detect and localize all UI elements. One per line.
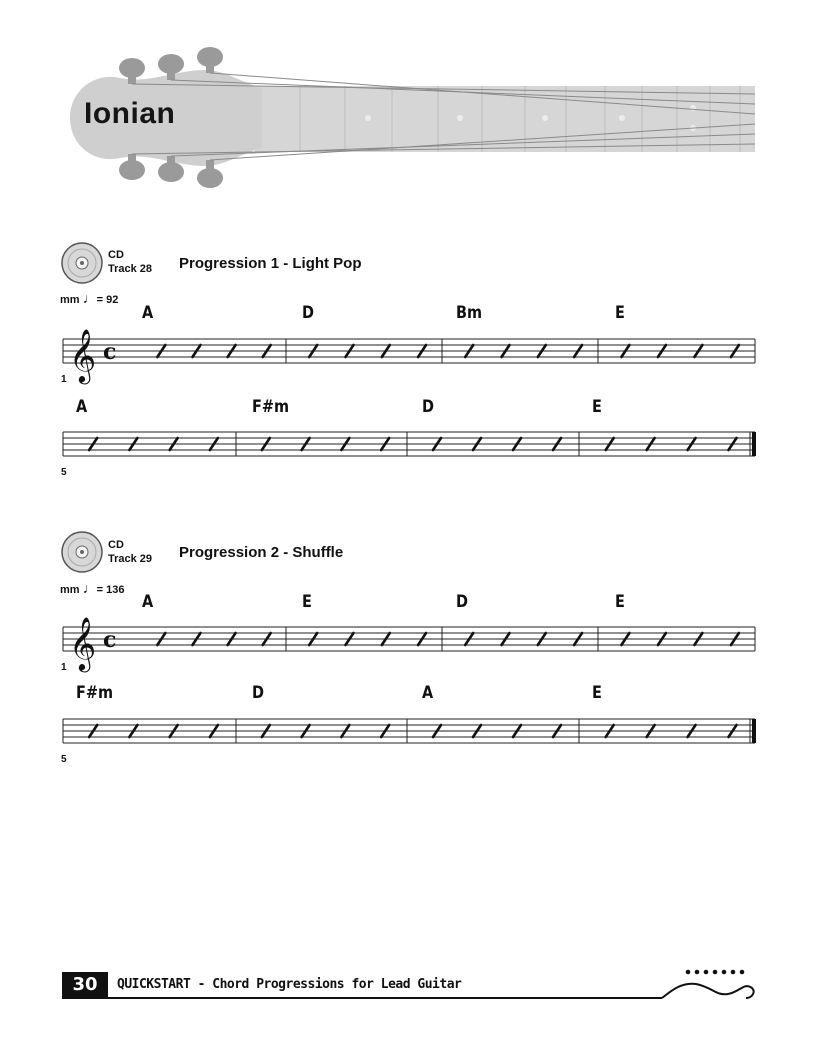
chord-symbol: D [252, 683, 265, 703]
page-number: 30 [62, 972, 108, 998]
measure-number: 1 [61, 374, 67, 385]
progression-title: Progression 2 - Shuffle [179, 544, 344, 561]
measure-number: 1 [61, 662, 67, 673]
quarter-note-icon: ♩ [82, 580, 97, 596]
final-barline [752, 719, 756, 743]
measure-number: 5 [61, 467, 67, 478]
progression-title: Progression 1 - Light Pop [179, 255, 362, 272]
quarter-note-icon: ♩ [82, 290, 97, 306]
tempo-value: = 136 [96, 584, 125, 596]
chord-symbol: D [422, 397, 435, 417]
common-time-icon: c [103, 339, 117, 365]
treble-clef-icon: 𝄞 [69, 616, 97, 670]
chord-symbol: F#m [76, 683, 114, 703]
chapter-title: Ionian [84, 97, 176, 130]
chord-symbol: E [592, 397, 602, 417]
chord-symbol: E [615, 592, 625, 612]
chord-symbol: E [615, 303, 625, 323]
chord-symbol: A [142, 592, 154, 612]
cd-label: CD [108, 249, 124, 261]
tempo-prefix: mm [60, 584, 80, 596]
chord-symbol: A [422, 683, 434, 703]
guitar-body-outline-icon [0, 960, 816, 1010]
chord-symbol: A [142, 303, 154, 323]
common-time-icon: c [103, 627, 117, 653]
cd-track: Track 29 [108, 553, 153, 565]
chord-symbol: A [76, 397, 88, 417]
chord-symbol: Bm [456, 303, 483, 323]
chord-symbol: F#m [252, 397, 290, 417]
cd-track: Track 28 [108, 263, 153, 275]
cd-label: CD [108, 539, 124, 551]
tempo-value: = 92 [96, 294, 119, 306]
chord-symbol: E [592, 683, 602, 703]
treble-clef-icon: 𝄞 [69, 328, 97, 382]
tempo-prefix: mm [60, 294, 80, 306]
chord-symbol: D [456, 592, 469, 612]
chord-symbol: D [302, 303, 315, 323]
footer-title: QUICKSTART - Chord Progressions for Lead Guitar [117, 977, 462, 992]
chord-symbol: E [302, 592, 312, 612]
measure-number: 5 [61, 754, 67, 765]
